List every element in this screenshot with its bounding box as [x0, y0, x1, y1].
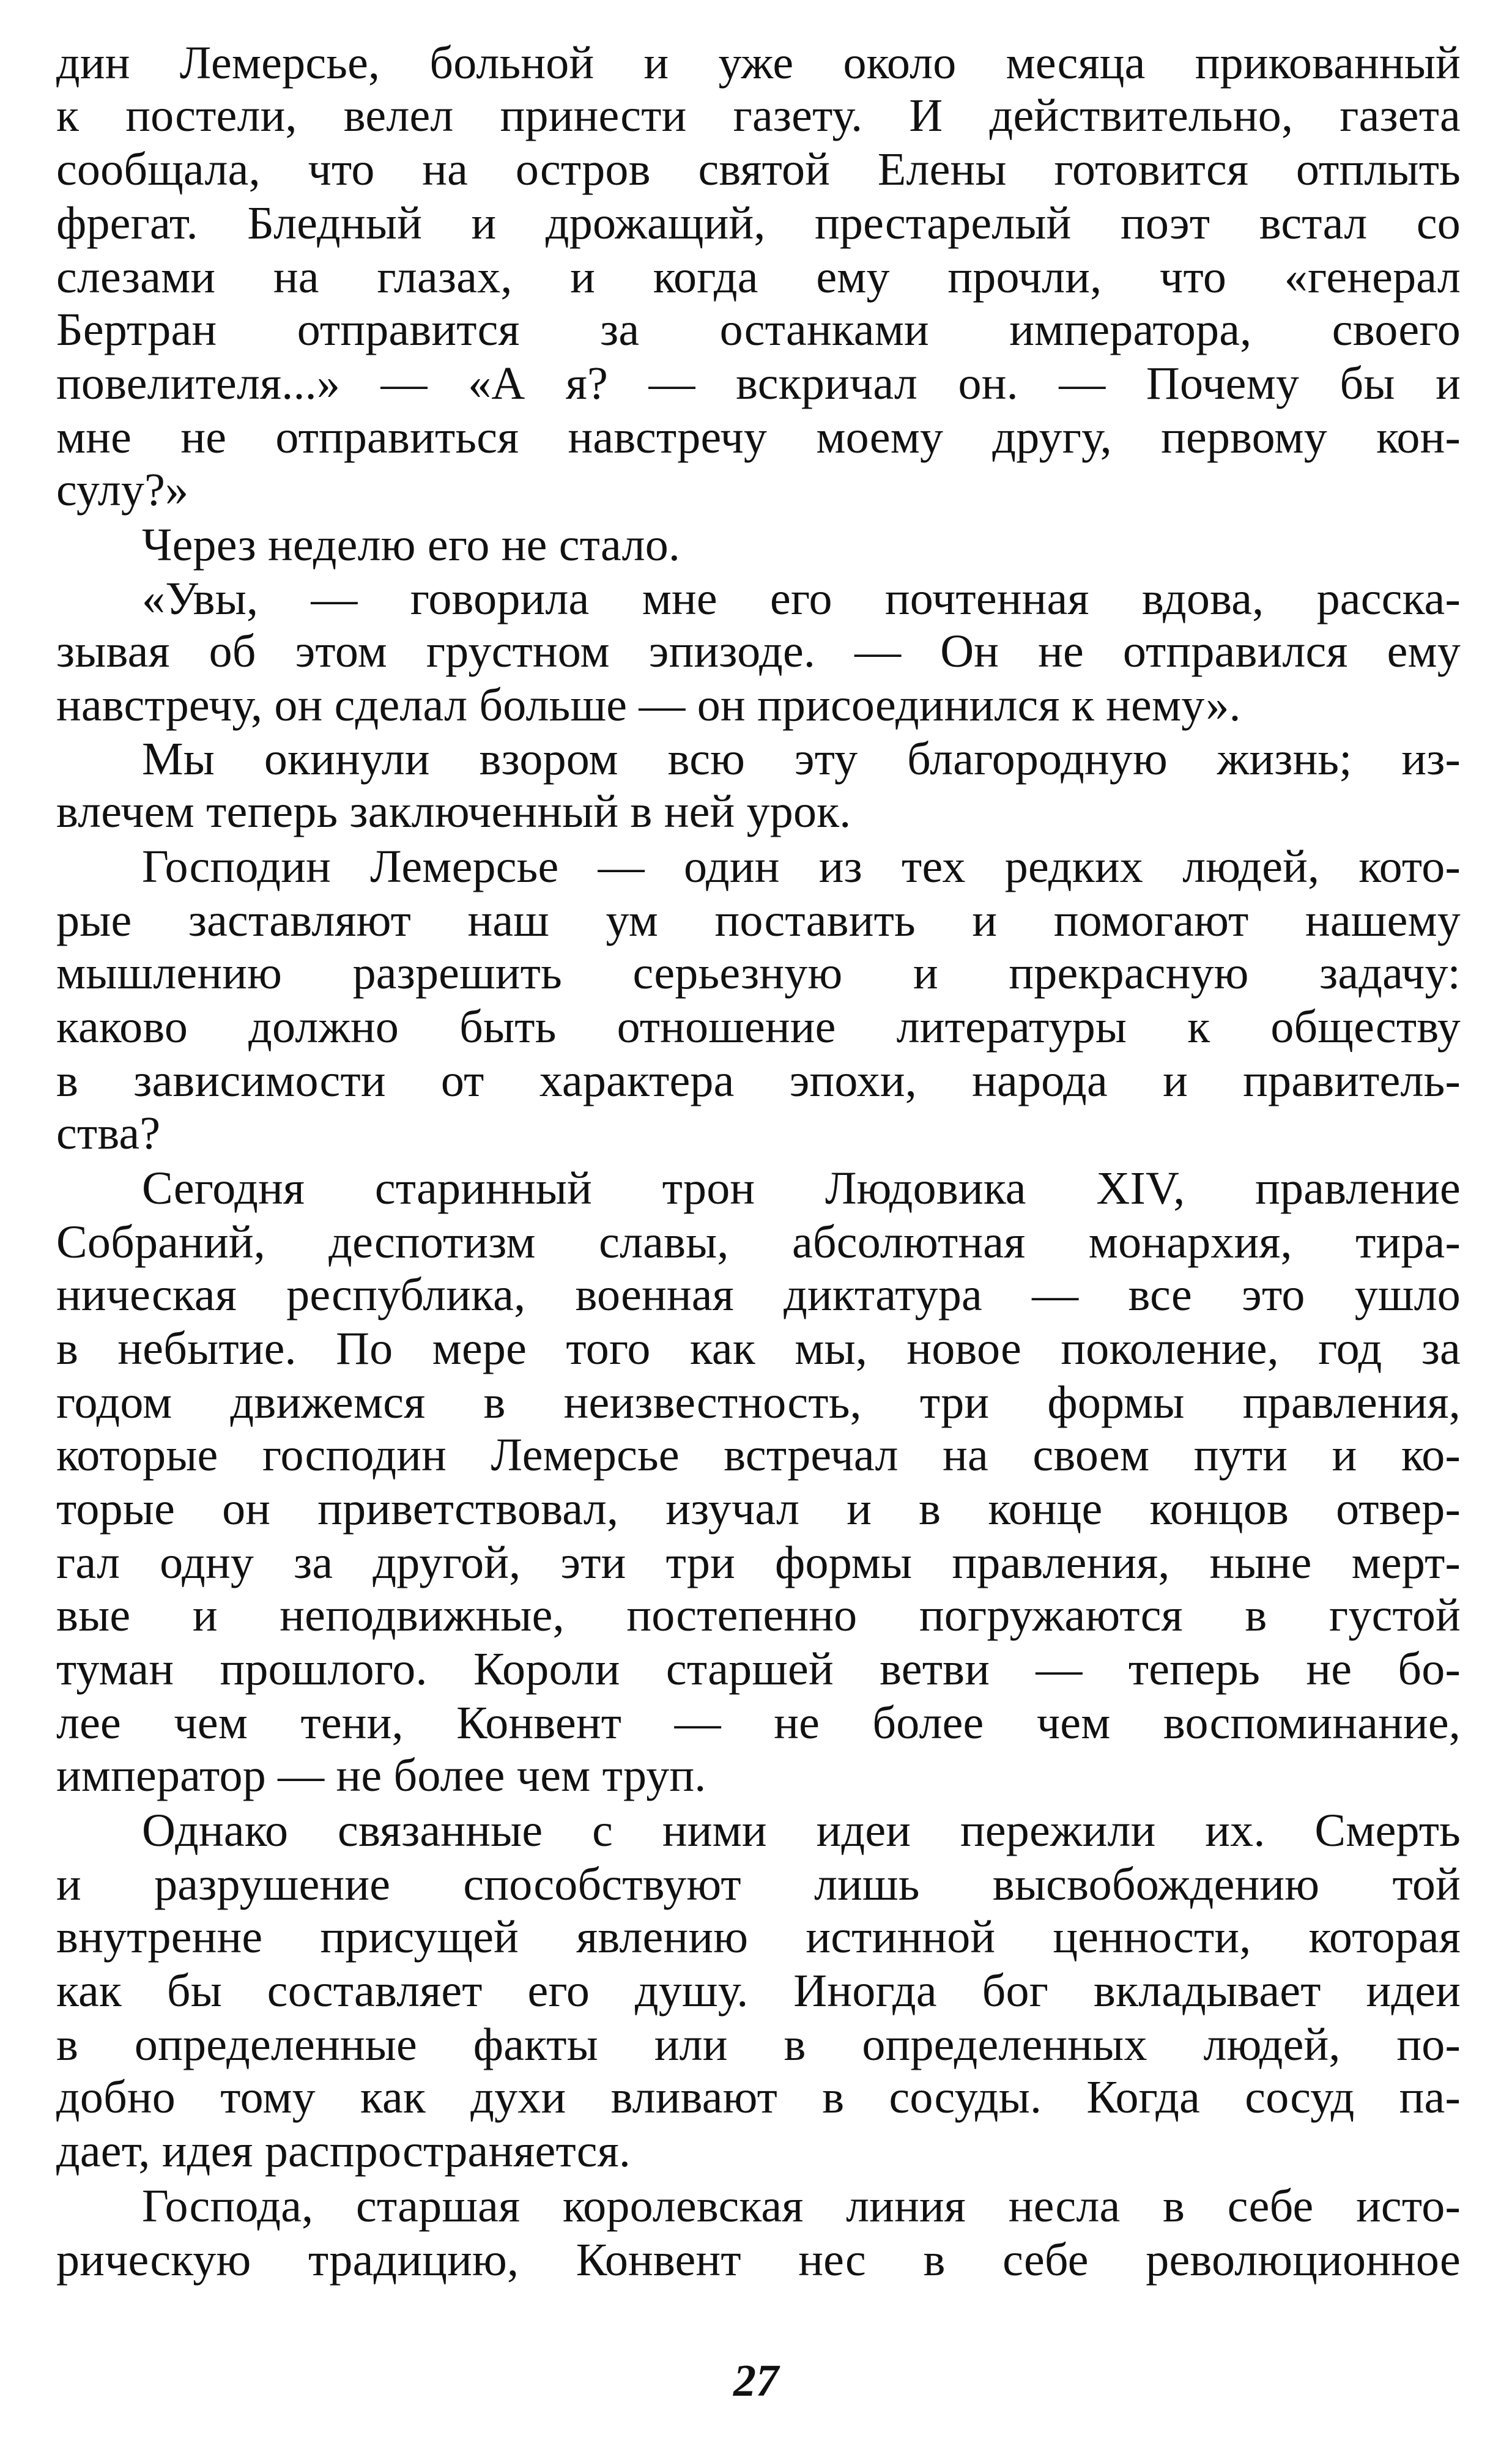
text-line: в небытие. По мере того как мы, новое поколение, год за [56, 1323, 1461, 1374]
text-line: Однако связанные с ними идеи пережили их. Смерть [142, 1805, 1461, 1856]
text-line: ническая республика, военная диктатура — все это ушло [56, 1269, 1461, 1320]
text-line: рые заставляют наш ум поставить и помогают нашему [56, 895, 1461, 946]
text-line: Мы окинули взором всю эту благородную жизнь; из- [142, 733, 1461, 785]
text-line: вые и неподвижные, постепенно погружаются в густой [56, 1590, 1461, 1641]
text-line: повелителя...» — «А я? — вскричал он. — Почему бы и [56, 358, 1461, 409]
text-line: дин Лемерсье, больной и уже около месяца прикованный [56, 37, 1461, 89]
text-line: лее чем тени, Конвент — не более чем воспоминание, [56, 1697, 1461, 1749]
text-line: мышлению разрешить серьезную и прекрасную задачу: [56, 947, 1461, 999]
text-line: фрегат. Бледный и дрожащий, престарелый поэт встал со [56, 198, 1461, 249]
text-line: рическую традицию, Конвент нес в себе революционное [56, 2234, 1461, 2286]
text-line: годом движемся в неизвестность, три формы правления, [56, 1377, 1461, 1428]
text-line: и разрушение способствуют лишь высвобождению той [56, 1859, 1461, 1910]
text-line: в определенные факты или в определенных людей, по- [56, 2019, 1461, 2070]
text-line: ства? [56, 1108, 161, 1159]
text-line: внутренне присущей явлению истинной ценности, которая [56, 1911, 1461, 1963]
text-line: гал одну за другой, эти три формы правления, ныне мерт- [56, 1537, 1461, 1588]
text-line: сулу?» [56, 464, 189, 516]
text-line: Господин Лемерсье — один из тех редких людей, кото- [142, 841, 1461, 892]
text-line: в зависимости от характера эпохи, народа и правитель- [56, 1055, 1461, 1106]
text-line: торые он приветствовал, изучал и в конце концов отвер- [56, 1483, 1461, 1535]
text-line: сообщала, что на остров святой Елены готовится отплыть [56, 144, 1461, 195]
text-line: навстречу, он сделал больше — он присоединился к нему». [56, 680, 1241, 731]
text-line: слезами на глазах, и когда ему прочли, что «генерал [56, 251, 1461, 303]
text-line: дает, идея распространяется. [56, 2125, 631, 2177]
text-line: которые господин Лемерсье встречал на своем пути и ко- [56, 1429, 1461, 1481]
text-line: «Увы, — говорила мне его почтенная вдова, расска- [142, 573, 1461, 624]
text-line: Господа, старшая королевская линия несла в себе исто- [142, 2180, 1461, 2232]
text-line: каково должно быть отношение литературы к обществу [56, 1001, 1461, 1053]
text-line: зывая об этом грустном эпизоде. — Он не отправился ему [56, 626, 1461, 677]
text-line: как бы составляет его душу. Иногда бог вкладывает идеи [56, 1965, 1461, 2017]
text-line: добно тому как духи вливают в сосуды. Когда сосуд па- [56, 2072, 1461, 2123]
text-line: император — не более чем труп. [56, 1750, 706, 1801]
text-line: влечем теперь заключенный в ней урок. [56, 786, 851, 837]
text-line: Собраний, деспотизм славы, абсолютная монархия, тира- [56, 1217, 1461, 1268]
page-number: 27 [733, 2356, 779, 2406]
text-line: к постели, велел принести газету. И действительно, газета [56, 90, 1461, 141]
text-line: туман прошлого. Короли старшей ветви — теперь не бо- [56, 1643, 1461, 1695]
text-line: Сегодня старинный трон Людовика XIV, правление [142, 1163, 1461, 1214]
text-line: Бертран отправится за останками императора, своего [56, 304, 1461, 355]
text-line: Через неделю его не стало. [142, 519, 681, 571]
text-line: мне не отправиться навстречу моему другу, первому кон- [56, 412, 1461, 463]
